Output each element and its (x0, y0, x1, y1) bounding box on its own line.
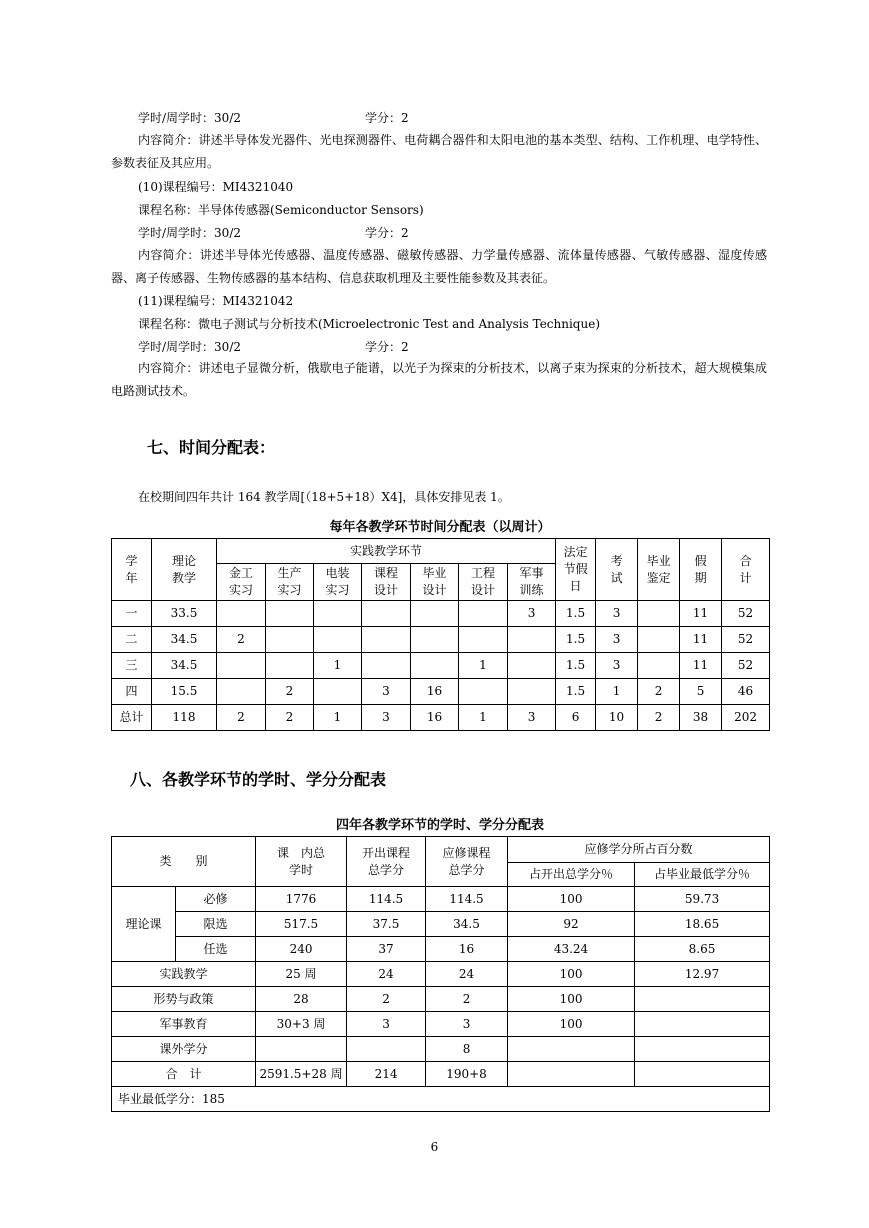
header-biye: 毕业设计 (411, 564, 459, 601)
header-gongcheng: 工程设计 (459, 564, 508, 601)
table-cell: 33.5 (152, 601, 217, 627)
table-cell (411, 653, 459, 679)
table-cell (362, 627, 411, 653)
table-cell: 2 (266, 679, 314, 705)
table-cell (347, 1037, 426, 1062)
table-cell (314, 627, 362, 653)
table-cell: 3 (596, 653, 638, 679)
header-appraisal: 毕业鉴定 (638, 539, 680, 601)
table-cell (362, 601, 411, 627)
table-cell (362, 653, 411, 679)
table-cell: 6 (556, 705, 596, 731)
course-intro: 内容简介：讲述电子显微分析，俄歇电子能谱，以光子为探束的分析技术，以离子束为探束的分析技术，超大规模集成电路测试技术。 (111, 361, 767, 398)
header-year: 学年 (112, 539, 152, 601)
course-hours: 学时/周学时：30/2 (138, 340, 241, 354)
table-row (112, 887, 770, 912)
table-cell: 2 (217, 627, 266, 653)
table-cell (411, 627, 459, 653)
row-label: 四 (112, 679, 152, 705)
course-code: (10)课程编号：MI4321040 (138, 180, 294, 194)
table-cell: 1776 (256, 887, 347, 912)
table-cell (266, 627, 314, 653)
time-allocation-table (111, 538, 770, 731)
row-label: 二 (112, 627, 152, 653)
table-row (112, 987, 770, 1012)
table-row (112, 1037, 770, 1062)
table-row (112, 601, 770, 627)
header-shengchan: 生产实习 (266, 564, 314, 601)
header-total: 合计 (722, 539, 770, 601)
table-cell: 2 (347, 987, 426, 1012)
table-row (112, 653, 770, 679)
table-row (112, 937, 770, 962)
row-label: 限选 (176, 912, 256, 937)
table-cell: 202 (722, 705, 770, 731)
table-cell: 34.5 (152, 653, 217, 679)
table-cell: 43.24 (508, 937, 635, 962)
table-cell: 114.5 (347, 887, 426, 912)
table-cell: 2 (217, 705, 266, 731)
row-label: 一 (112, 601, 152, 627)
table-cell: 240 (256, 937, 347, 962)
table-cell: 37.5 (347, 912, 426, 937)
table-cell (635, 1037, 770, 1062)
section-intro: 在校期间四年共计 164 教学周[（18+5+18）X4]，具体安排见表 1。 (138, 490, 510, 504)
table-cell: 1.5 (556, 653, 596, 679)
header-practice: 实践教学环节 (217, 539, 556, 564)
table-row (112, 1062, 770, 1087)
table-cell: 118 (152, 705, 217, 731)
table-cell: 8 (426, 1037, 508, 1062)
row-label: 实践教学 (112, 962, 256, 987)
table-cell: 114.5 (426, 887, 508, 912)
header-percent: 应修学分所占百分数 (508, 837, 770, 863)
course-code: (11)课程编号：MI4321042 (138, 294, 294, 308)
table-cell: 52 (722, 653, 770, 679)
table-cell: 214 (347, 1062, 426, 1087)
course-name: 课程名称：半导体传感器(Semiconductor Sensors) (138, 203, 424, 217)
table-caption: 四年各教学环节的学时、学分分配表 (335, 818, 544, 833)
table-cell (635, 987, 770, 1012)
table-cell: 3 (596, 627, 638, 653)
table-cell: 2 (638, 679, 680, 705)
course-credit: 学分：2 (365, 340, 409, 354)
table-cell: 24 (347, 962, 426, 987)
table-cell: 92 (508, 912, 635, 937)
row-label: 总计 (112, 705, 152, 731)
table-row (112, 912, 770, 937)
table-cell: 10 (596, 705, 638, 731)
table-cell (508, 1037, 635, 1062)
row-label: 军事教育 (112, 1012, 256, 1037)
table-cell (635, 1062, 770, 1087)
table-cell (266, 601, 314, 627)
table-cell: 2 (266, 705, 314, 731)
table-cell: 11 (680, 601, 722, 627)
table-cell: 1 (459, 653, 508, 679)
table-cell: 1 (596, 679, 638, 705)
header-theory: 理论教学 (152, 539, 217, 601)
table-cell: 1.5 (556, 679, 596, 705)
table-cell: 59.73 (635, 887, 770, 912)
table-cell: 3 (362, 705, 411, 731)
row-label: 任选 (176, 937, 256, 962)
course-credit: 学分：2 (365, 111, 409, 125)
table-cell: 190+8 (426, 1062, 508, 1087)
table-cell (459, 601, 508, 627)
header-pct-min: 占毕业最低学分％ (635, 863, 770, 887)
table-cell: 517.5 (256, 912, 347, 937)
header-category: 类 别 (112, 837, 256, 887)
table-row (112, 679, 770, 705)
table-cell: 52 (722, 627, 770, 653)
table-cell: 11 (680, 627, 722, 653)
table-cell: 8.65 (635, 937, 770, 962)
row-label: 必修 (176, 887, 256, 912)
course-credit: 学分：2 (365, 226, 409, 240)
table-cell (508, 679, 556, 705)
row-label: 三 (112, 653, 152, 679)
table-row (112, 705, 770, 731)
table-cell (638, 601, 680, 627)
table-cell: 16 (411, 679, 459, 705)
table-cell (459, 679, 508, 705)
header-holiday: 法定节假日 (556, 539, 596, 601)
table-caption: 每年各教学环节时间分配表（以周计） (329, 520, 551, 535)
table-cell: 28 (256, 987, 347, 1012)
table-cell: 1 (459, 705, 508, 731)
table-cell: 1.5 (556, 601, 596, 627)
table-cell: 18.65 (635, 912, 770, 937)
table-cell: 2591.5+28 周 (256, 1062, 347, 1087)
table-cell (266, 653, 314, 679)
header-exam: 考试 (596, 539, 638, 601)
table-cell: 15.5 (152, 679, 217, 705)
table-row (112, 962, 770, 987)
table-row (112, 1012, 770, 1037)
section-heading: 七、时间分配表： (147, 438, 276, 457)
table-cell: 3 (362, 679, 411, 705)
header-offered-credits: 开出课程总学分 (347, 837, 426, 887)
table-cell: 1.5 (556, 627, 596, 653)
header-vacation: 假期 (680, 539, 722, 601)
table-cell (217, 679, 266, 705)
table-cell: 3 (508, 601, 556, 627)
table-cell (217, 653, 266, 679)
table-cell (314, 679, 362, 705)
table-cell: 100 (508, 962, 635, 987)
table-cell: 1 (314, 705, 362, 731)
theory-label: 理论课 (112, 887, 176, 962)
table-cell (217, 601, 266, 627)
row-label: 形势与政策 (112, 987, 256, 1012)
table-cell (411, 601, 459, 627)
table-cell: 1 (314, 653, 362, 679)
table-cell: 3 (508, 705, 556, 731)
table-cell (638, 653, 680, 679)
table-cell (256, 1037, 347, 1062)
table-cell: 16 (426, 937, 508, 962)
table-cell (635, 1012, 770, 1037)
credit-allocation-table (111, 836, 770, 1112)
course-hours: 学时/周学时：30/2 (138, 111, 241, 125)
table-cell: 11 (680, 653, 722, 679)
header-kecheng: 课程设计 (362, 564, 411, 601)
header-class-hours: 课 内总学时 (256, 837, 347, 887)
table-cell: 100 (508, 987, 635, 1012)
table-cell: 12.97 (635, 962, 770, 987)
table-cell (508, 627, 556, 653)
table-cell: 2 (638, 705, 680, 731)
header-dianzhuang: 电装实习 (314, 564, 362, 601)
header-pct-offered: 占开出总学分％ (508, 863, 635, 887)
table-cell (508, 653, 556, 679)
course-intro: 内容简介：讲述半导体光传感器、温度传感器、磁敏传感器、力学量传感器、流体量传感器、气敏传感器、湿度传感器、离子传感器、生物传感器的基本结构、信息获取机理及主要性能参数及其表征。 (111, 248, 767, 285)
section-heading: 八、各教学环节的学时、学分分配表 (130, 770, 387, 789)
table-cell: 16 (411, 705, 459, 731)
table-cell: 5 (680, 679, 722, 705)
table-cell (508, 1062, 635, 1087)
header-junshi: 军事训练 (508, 564, 556, 601)
row-label: 课外学分 (112, 1037, 256, 1062)
table-row (112, 627, 770, 653)
table-cell: 3 (596, 601, 638, 627)
row-label: 合 计 (112, 1062, 256, 1087)
table-cell: 46 (722, 679, 770, 705)
header-jingong: 金工实习 (217, 564, 266, 601)
table-cell: 2 (426, 987, 508, 1012)
table-cell: 25 周 (256, 962, 347, 987)
table-cell: 3 (426, 1012, 508, 1037)
header-required-credits: 应修课程总学分 (426, 837, 508, 887)
table-cell: 24 (426, 962, 508, 987)
course-name: 课程名称：微电子测试与分析技术(Microelectronic Test and Analysis Technique) (138, 317, 601, 331)
table-cell (459, 627, 508, 653)
table-cell (314, 601, 362, 627)
table-cell: 38 (680, 705, 722, 731)
table-cell: 3 (347, 1012, 426, 1037)
table-cell (638, 627, 680, 653)
min-credits: 毕业最低学分：185 (112, 1087, 770, 1112)
table-cell: 100 (508, 1012, 635, 1037)
table-cell: 34.5 (426, 912, 508, 937)
table-cell: 30+3 周 (256, 1012, 347, 1037)
page-number: 6 (430, 1140, 439, 1154)
table-cell: 37 (347, 937, 426, 962)
table-cell: 34.5 (152, 627, 217, 653)
table-cell: 52 (722, 601, 770, 627)
course-hours: 学时/周学时：30/2 (138, 226, 241, 240)
table-cell: 100 (508, 887, 635, 912)
course-intro: 内容简介：讲述半导体发光器件、光电探测器件、电荷耦合器件和太阳电池的基本类型、结构、工作机理、电学特性、参数表征及其应用。 (111, 133, 767, 170)
